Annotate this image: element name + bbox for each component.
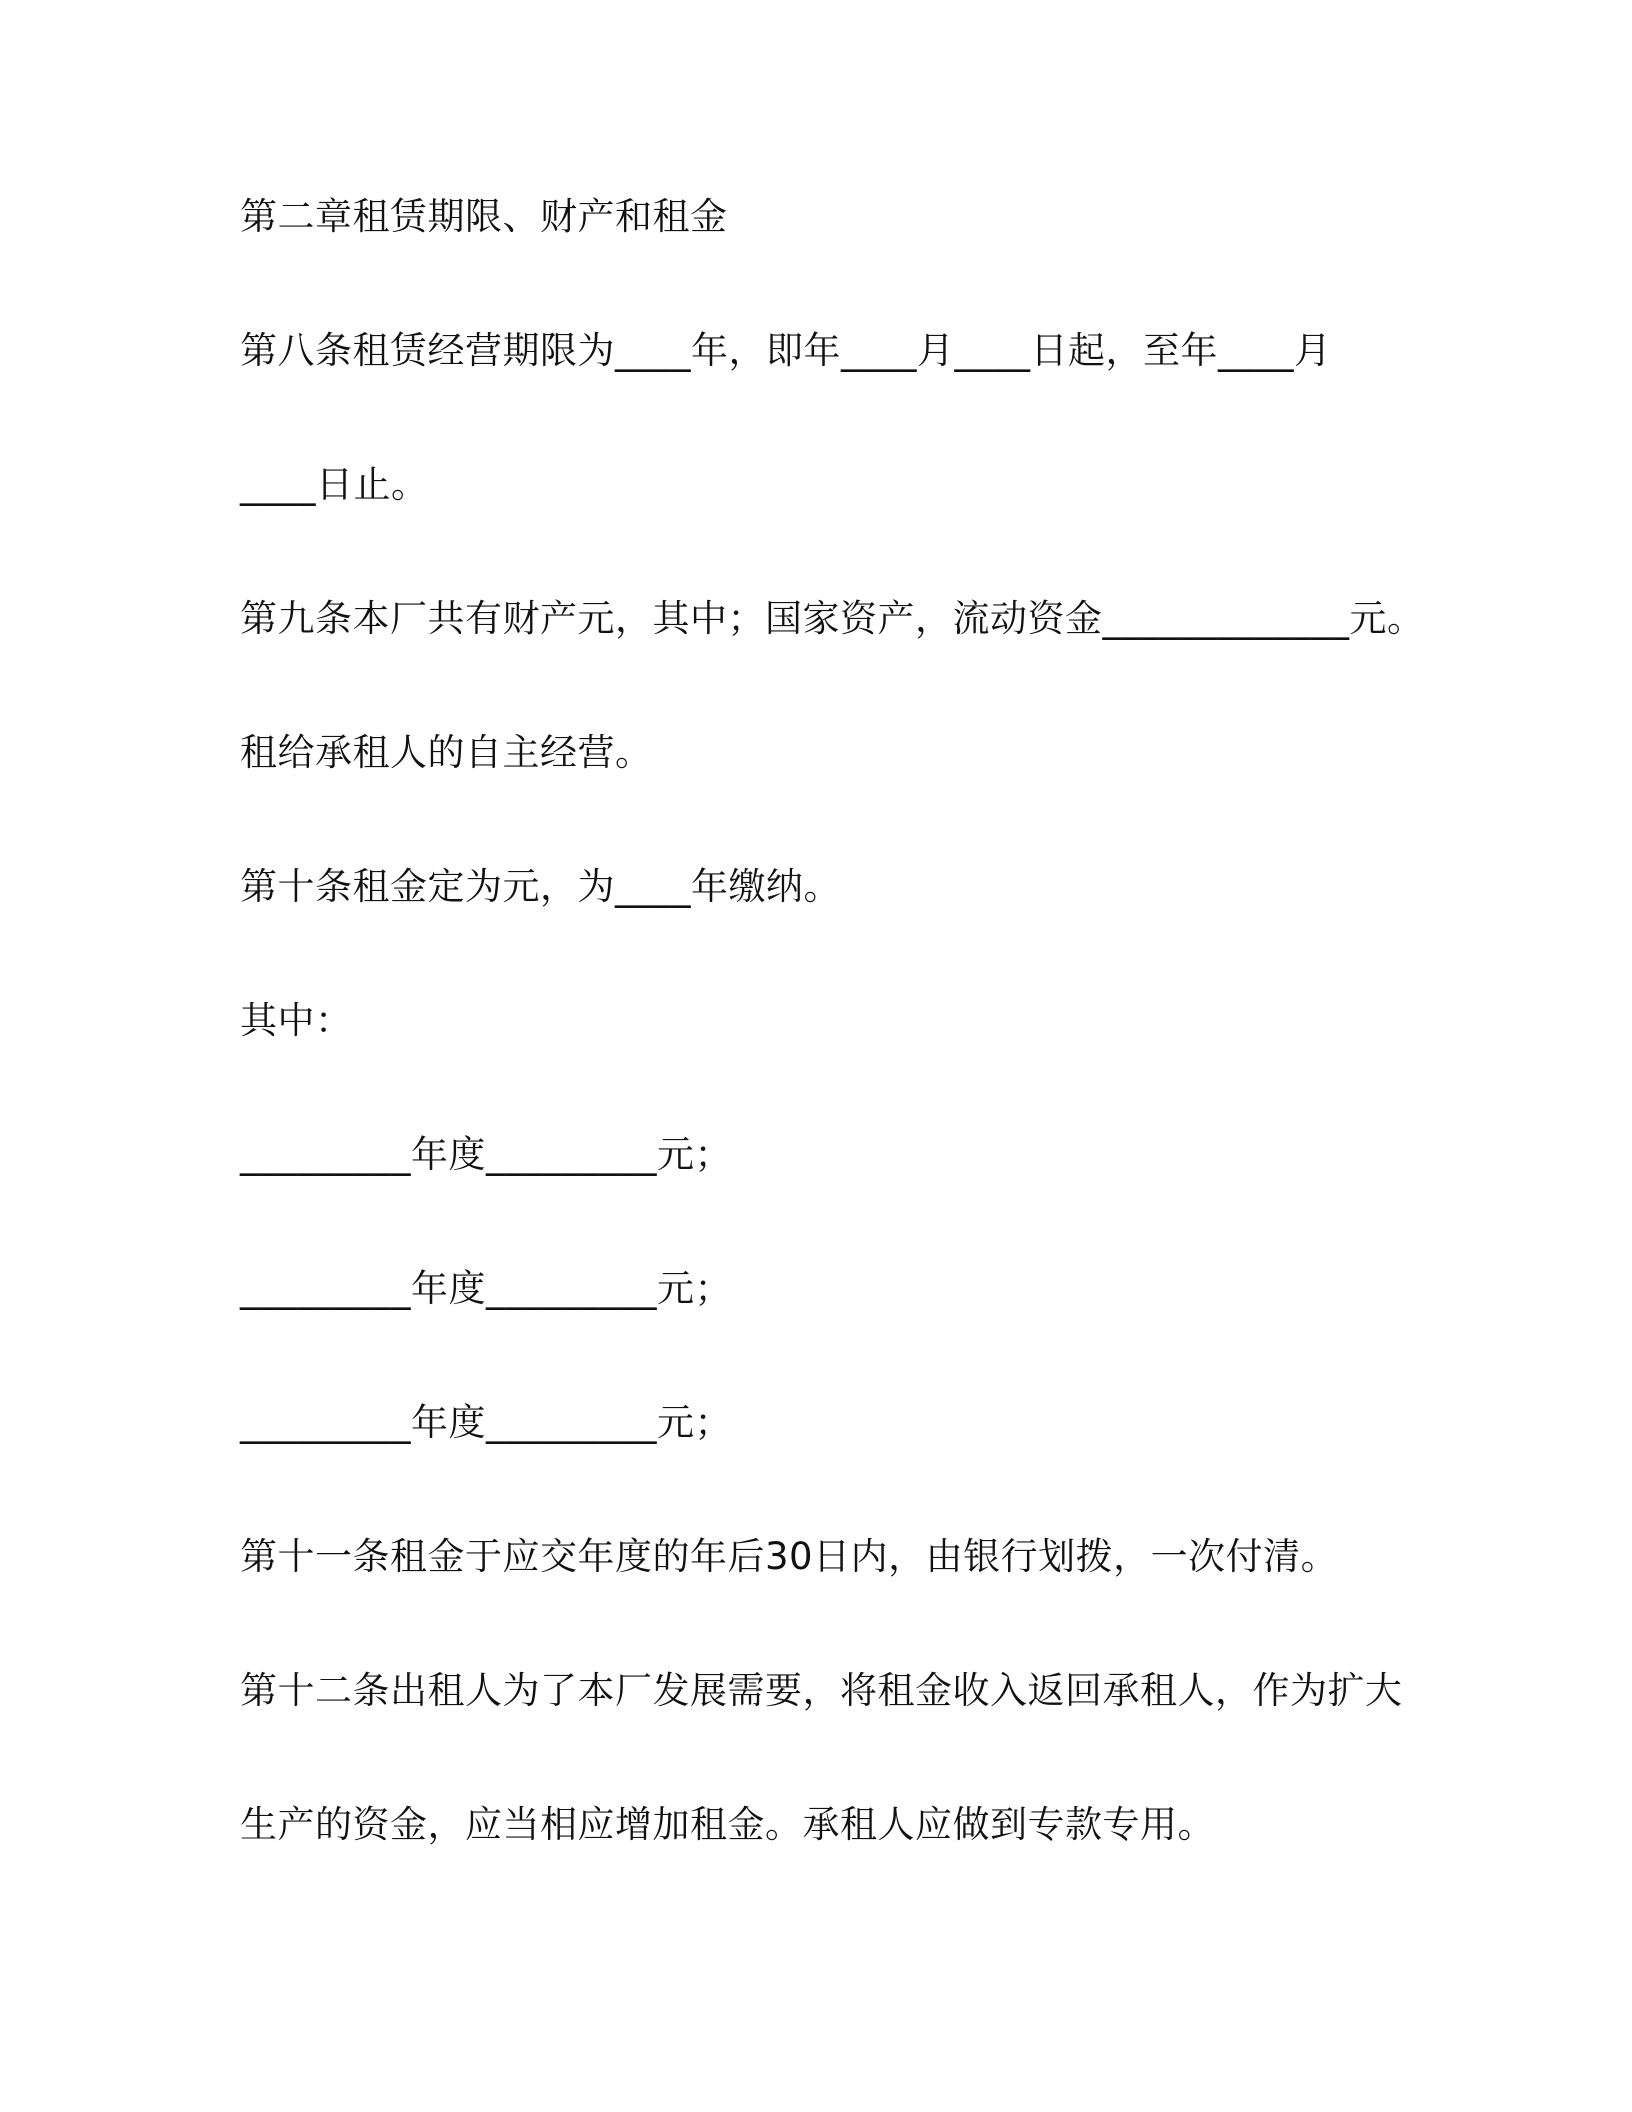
article-9-line-1: 第九条本厂共有财产元，其中；国家资产，流动资金_____________元。	[240, 597, 1425, 640]
article-12-line-2: 生产的资金，应当相应增加租金。承租人应做到专款专用。	[240, 1803, 1215, 1846]
chapter-heading: 第二章租赁期限、财产和租金	[240, 195, 728, 238]
article-8-line-1: 第八条租赁经营期限为____年，即年____月____日起，至年____月	[240, 329, 1332, 372]
rent-year-row-1: _________年度_________元；	[240, 1133, 732, 1176]
article-9-line-2: 租给承租人的自主经营。	[240, 731, 653, 774]
article-10: 第十条租金定为元，为____年缴纳。	[240, 865, 841, 908]
article-11: 第十一条租金于应交年度的年后30日内，由银行划拨，一次付清。	[240, 1535, 1339, 1578]
article-10-among: 其中：	[240, 999, 353, 1042]
rent-year-row-3: _________年度_________元；	[240, 1401, 732, 1444]
article-12-line-1: 第十二条出租人为了本厂发展需要，将租金收入返回承租人，作为扩大	[240, 1669, 1403, 1712]
rent-year-row-2: _________年度_________元；	[240, 1267, 732, 1310]
article-8-line-2: ____日止。	[240, 463, 429, 506]
